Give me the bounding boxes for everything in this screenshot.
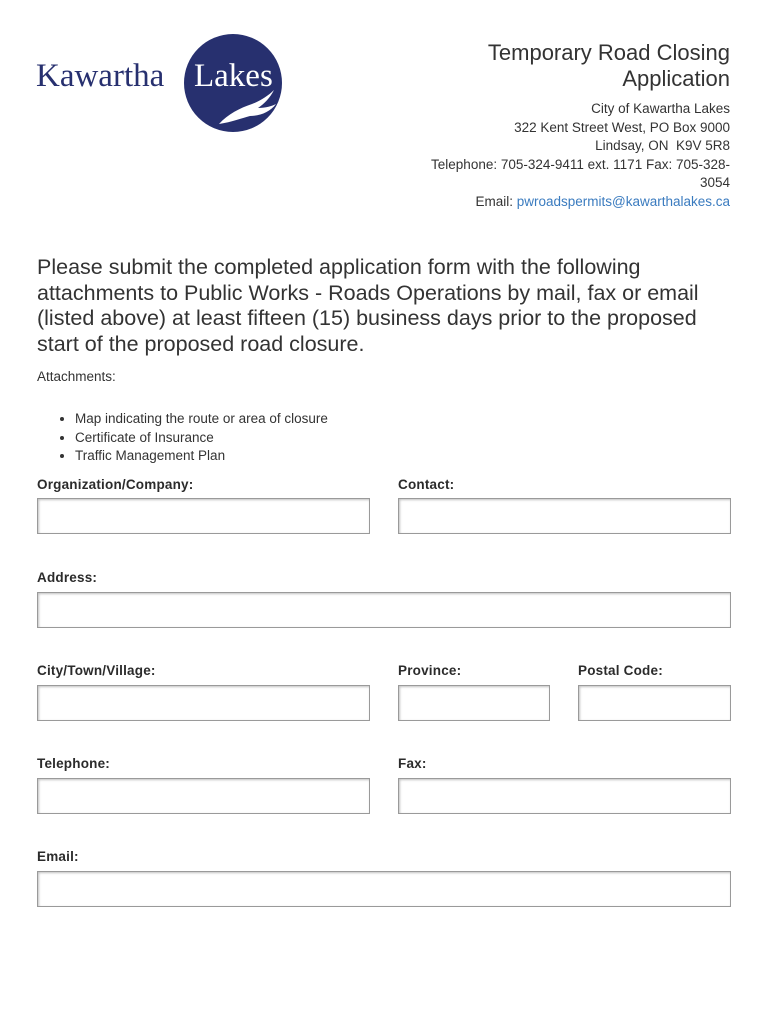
email-field-label: Email: [37,849,79,864]
phone-line2: 3054 [699,175,730,190]
city-field[interactable] [37,685,370,721]
telephone-label: Telephone: [37,756,111,771]
address-line2: Lindsay, ON K9V 5R8 [595,138,730,153]
organization-field[interactable] [37,498,370,534]
form-title [390,40,730,92]
fax-field[interactable] [398,778,731,814]
header-contact [390,40,730,211]
address-line1: 322 Kent Street West, PO Box 9000 [514,119,730,135]
attachments-list [37,410,328,466]
contact-field[interactable] [398,498,731,534]
postal-code-field[interactable] [578,685,731,721]
address-label: Address: [37,570,98,585]
contact-block [390,100,730,211]
postal-code-label: Postal Code: [578,663,663,678]
telephone-field[interactable] [37,778,370,814]
form-title-line2: Application [622,66,730,91]
kawartha-lakes-logo [36,32,286,134]
attachment-item: • Traffic Management Plan [75,447,328,466]
email-label: Email: [475,193,517,209]
org-name: City of Kawartha Lakes [591,101,730,116]
organization-label: Organization/Company: [37,477,194,492]
attachments-label: Attachments: [37,369,116,384]
email-link[interactable]: pwroadspermits@kawarthalakes.ca [516,193,730,209]
email-field[interactable] [37,871,731,907]
attachment-item: • Certificate of Insurance [75,429,328,448]
logo-text-lakes: Lakes [194,58,273,94]
city-label: City/Town/Village: [37,663,156,678]
province-label: Province: [398,663,462,678]
email-line [390,193,730,212]
contact-label: Contact: [398,477,455,492]
form-title-line1: Temporary Road Closing [487,40,730,65]
fax-label: Fax: [398,756,427,771]
address-field[interactable] [37,592,731,628]
logo-text-kawartha: Kawartha [36,58,165,94]
phone-line1: Telephone: 705-324-9411 ext. 1171 Fax: 705-328- [431,156,730,172]
attachment-item: • Map indicating the route or area of closure [75,410,328,429]
province-field[interactable] [398,685,550,721]
intro-text: Please submit the completed application form with the following attachments to Public Works - Roads Operations by mail, fax or email (listed above) at least fifteen (15) business days prior to the proposed start of the proposed road closure. [37,255,699,356]
